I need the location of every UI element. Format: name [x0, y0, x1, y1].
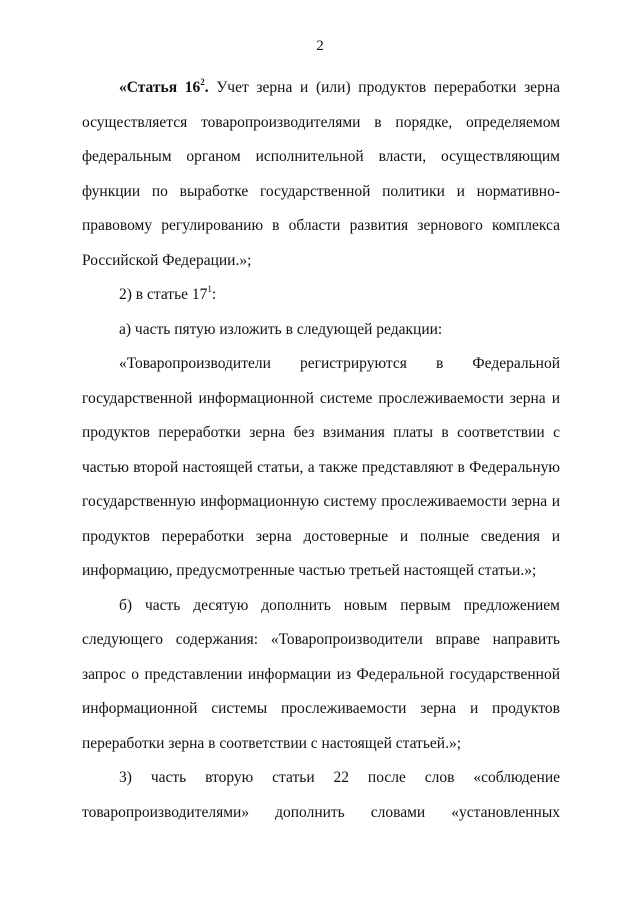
- article-16-text: Учет зерна и (или) продуктов переработки зерна осуществляется товаропроизводителями в порядке, определяемом федеральным органом исполнительной власти, осуществляющим функции по выработке государственной политики и нормативно-правовому регулированию в области развития зернового комплекса Российской Федерации.»;: [82, 79, 560, 269]
- item-2-text: 2) в статье 17: [119, 286, 208, 303]
- item-2-colon: :: [211, 286, 217, 303]
- article-16-superscript: 2: [200, 77, 205, 87]
- item-2-superscript: 1: [207, 284, 212, 294]
- document-body: [82, 71, 560, 830]
- article-16-open-quote: «: [119, 79, 127, 96]
- article-16-paragraph: [82, 71, 560, 278]
- item-2b-paragraph: б) часть десятую дополнить новым первым предложением следующего содержания: «Товаропроизводители вправе направить запрос о представлении информации из Федеральной государственной информационной системы прослеживаемости зерна и продуктов переработки зерна в соответствии с настоящей статьей.»;: [82, 596, 560, 752]
- quote-a-paragraph: «Товаропроизводители регистрируются в Федеральной государственной информационной системе прослеживаемости зерна и продуктов переработки зерна без взимания платы в соответствии с частью второй настоящей статьи, а также представляют в Федеральную государственную информационную систему прослеживаемости зерна и продуктов переработки зерна достоверные и полные сведения и информацию, предусмотренные частью третьей настоящей статьи.»;: [82, 355, 560, 579]
- item-3-paragraph: 3) часть вторую статьи 22 после слов «соблюдение товаропроизводителями» дополнить словами «установленных: [82, 769, 560, 821]
- item-2-paragraph: [82, 278, 560, 313]
- page-number: 2: [316, 38, 324, 54]
- article-16-title: Статья 16: [126, 79, 201, 96]
- article-16-title-dot: .: [204, 79, 209, 96]
- item-2a-paragraph: а) часть пятую изложить в следующей редакции:: [119, 320, 443, 338]
